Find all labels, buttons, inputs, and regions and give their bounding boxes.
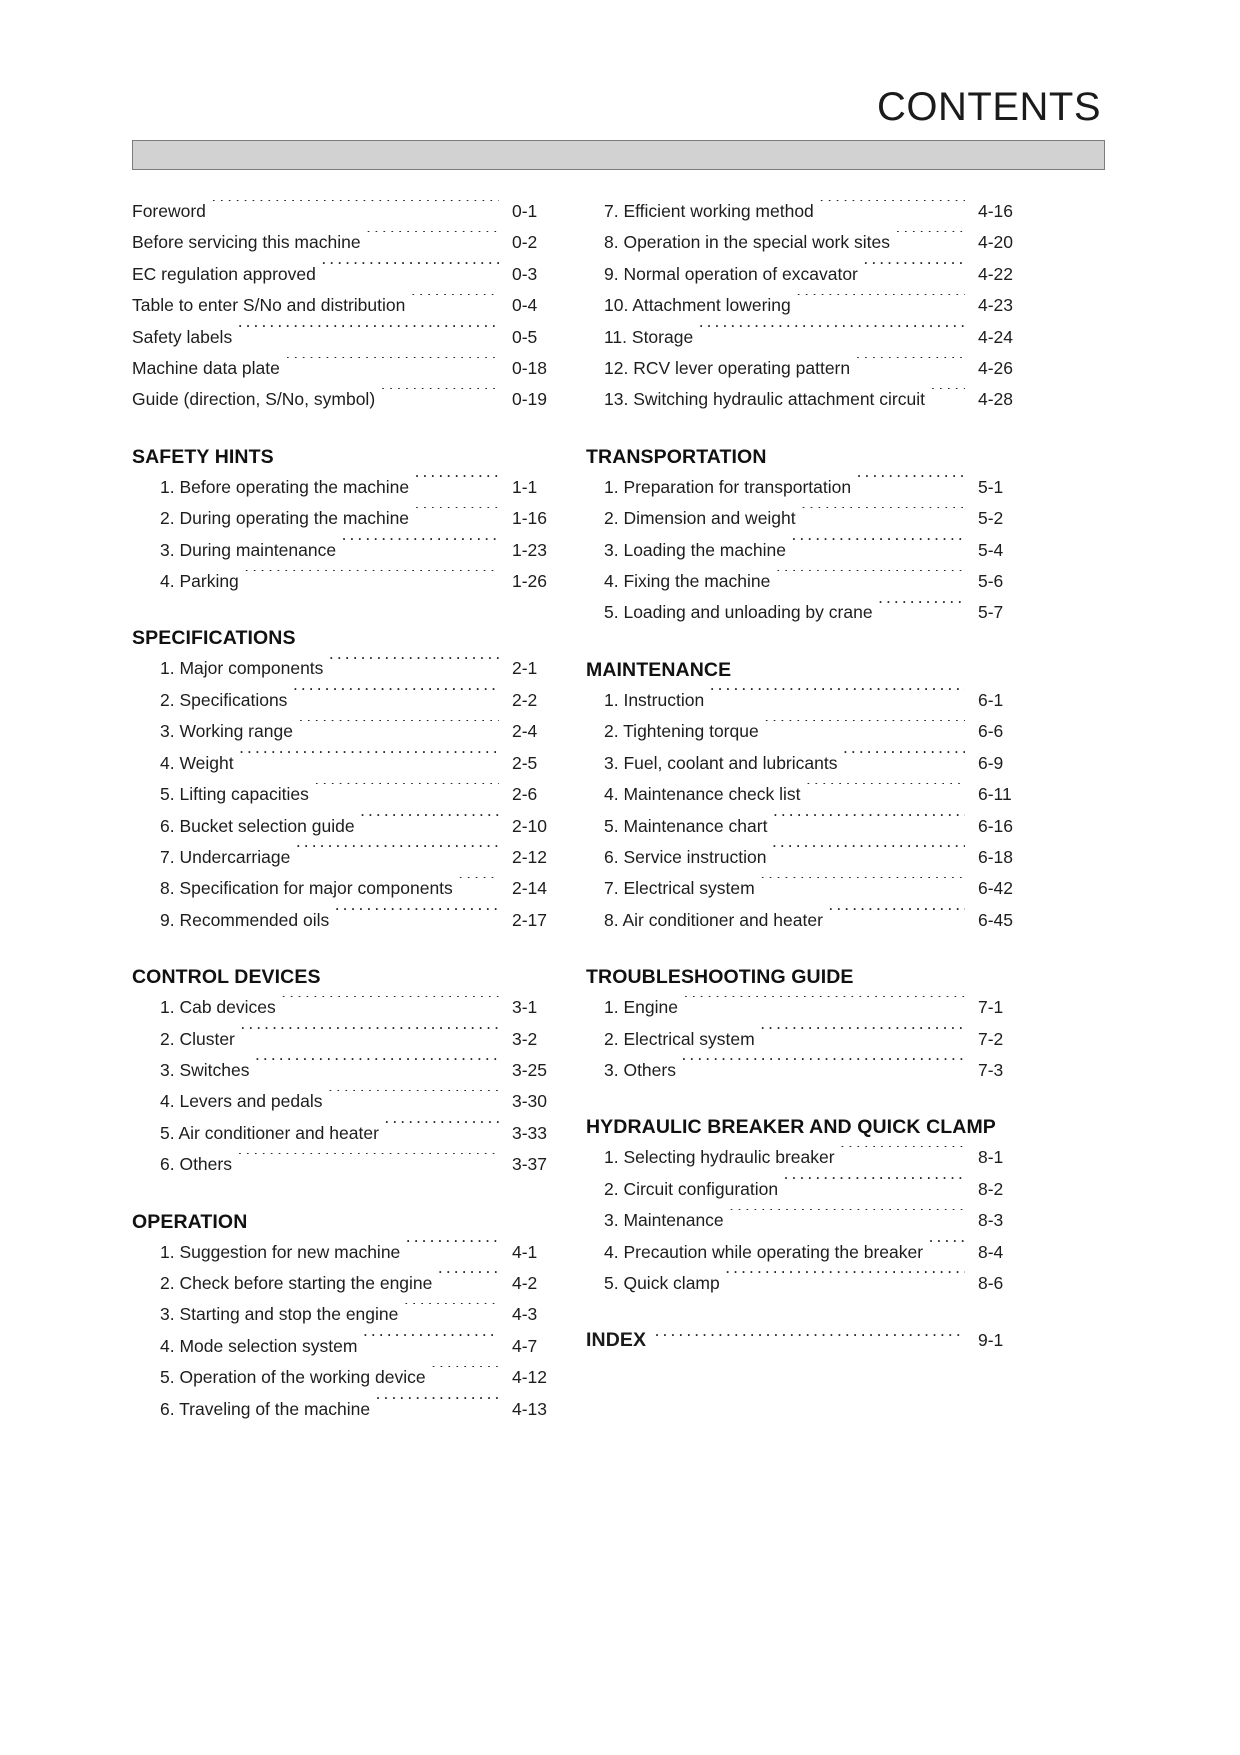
toc-leader-dots	[405, 1240, 499, 1258]
toc-entry-page-number: 7-1	[978, 997, 1004, 1018]
toc-entry[interactable]	[132, 905, 564, 936]
toc-entry[interactable]	[586, 566, 1034, 597]
toc-entry[interactable]	[586, 811, 1034, 842]
toc-leader-dots	[930, 388, 965, 406]
toc-leader-dots	[725, 1271, 965, 1289]
title-divider-bar	[132, 140, 1105, 170]
toc-entry[interactable]	[132, 1055, 564, 1086]
toc-entry[interactable]	[586, 748, 1034, 779]
toc-entry[interactable]	[132, 1149, 564, 1180]
toc-entry-label: 5. Maintenance chart	[604, 815, 768, 836]
toc-section-operation	[132, 1211, 564, 1425]
toc-entry-label: EC regulation approved	[132, 263, 316, 284]
toc-entry[interactable]	[132, 322, 564, 353]
toc-entry-page-number: 1-16	[512, 508, 548, 529]
toc-entry[interactable]	[586, 472, 1034, 503]
toc-leader-dots	[840, 1146, 965, 1164]
toc-entry[interactable]	[586, 1205, 1034, 1236]
toc-entry[interactable]	[132, 811, 564, 842]
toc-leader-dots	[240, 1027, 499, 1045]
toc-leader-dots	[341, 538, 499, 556]
toc-entry[interactable]	[132, 653, 564, 684]
toc-entry-label: 3. Maintenance	[604, 1210, 724, 1231]
toc-entry[interactable]	[132, 196, 564, 227]
toc-leader-dots	[709, 688, 965, 706]
toc-entry[interactable]	[586, 535, 1034, 566]
toc-entry-label: 5. Operation of the working device	[160, 1367, 426, 1388]
toc-entry-label: 6. Service instruction	[604, 846, 767, 867]
toc-leader-dots	[237, 1153, 499, 1171]
toc-entry-label: 7. Undercarriage	[160, 846, 291, 867]
toc-entry-page-number: 4-2	[512, 1272, 538, 1293]
toc-leader-dots	[771, 845, 965, 863]
toc-entry-page-number: 1-1	[512, 476, 538, 497]
toc-entry-label: 1. Cab devices	[160, 997, 276, 1018]
toc-entry-label: 11. Storage	[604, 326, 694, 347]
toc-entry-label: 12. RCV lever operating pattern	[604, 358, 851, 379]
toc-leader-dots	[855, 357, 965, 375]
toc-leader-dots	[458, 877, 499, 895]
toc-entry-label: 4. Maintenance check list	[604, 784, 801, 805]
toc-leader-dots	[239, 751, 499, 769]
toc-entry-label: 3. Fuel, coolant and lubricants	[604, 752, 838, 773]
toc-column-left	[132, 196, 564, 1425]
toc-entry-page-number: 1-23	[512, 539, 548, 560]
toc-entry-label: 5. Loading and unloading by crane	[604, 602, 873, 623]
toc-entry-label: 1. Suggestion for new machine	[160, 1241, 401, 1262]
toc-entry-page-number: 5-7	[978, 602, 1004, 623]
toc-leader-dots	[431, 1366, 499, 1384]
toc-entry-page-number: 2-4	[512, 721, 538, 742]
toc-entry-page-number: 0-19	[512, 389, 548, 410]
section-heading: SAFETY HINTS	[132, 445, 274, 468]
toc-leader-dots	[362, 1334, 499, 1352]
toc-entry-label: 1. Major components	[160, 658, 324, 679]
toc-section-specifications	[132, 627, 564, 936]
toc-entry-label: 2. Dimension and weight	[604, 508, 796, 529]
section-heading: HYDRAULIC BREAKER AND QUICK CLAMP	[586, 1116, 996, 1139]
toc-entry-label: 13. Switching hydraulic attachment circuit	[604, 389, 925, 410]
toc-entry-label: 2. Electrical system	[604, 1028, 755, 1049]
toc-entry-page-number: 5-6	[978, 571, 1004, 592]
toc-entry[interactable]	[132, 353, 564, 384]
toc-entry-label: 5. Lifting capacities	[160, 784, 309, 805]
toc-entry-page-number: 2-1	[512, 658, 538, 679]
toc-entry-page-number: 6-11	[978, 784, 1012, 805]
toc-entry[interactable]	[586, 992, 1034, 1023]
toc-entry-label: Guide (direction, S/No, symbol)	[132, 389, 376, 410]
toc-entry-label: 5. Quick clamp	[604, 1272, 720, 1293]
toc-entry[interactable]	[586, 1174, 1034, 1205]
toc-entry-label: 2. During operating the machine	[160, 508, 410, 529]
toc-entry-page-number: 0-4	[512, 295, 538, 316]
toc-entry-page-number: 4-12	[512, 1367, 548, 1388]
toc-entry[interactable]	[132, 290, 564, 321]
toc-section-troubleshooting-guide	[586, 966, 1034, 1086]
toc-entry[interactable]	[586, 597, 1034, 628]
toc-entry[interactable]	[586, 384, 1034, 415]
toc-entry-page-number: 2-14	[512, 878, 548, 899]
toc-leader-dots	[380, 388, 499, 406]
toc-entry-label: 3. During maintenance	[160, 539, 337, 560]
toc-entry-page-number: 2-17	[512, 909, 548, 930]
toc-entry-label: 4. Levers and pedals	[160, 1091, 323, 1112]
toc-leader-dots	[328, 657, 499, 675]
toc-leader-dots	[298, 720, 499, 738]
toc-entry-page-number: 4-1	[512, 1241, 538, 1262]
section-heading: CONTROL DEVICES	[132, 966, 321, 989]
toc-leader-dots	[801, 507, 965, 525]
toc-entry-page-number: 3-2	[512, 1028, 538, 1049]
toc-entry-page-number: 5-4	[978, 539, 1004, 560]
toc-leader-dots	[928, 1240, 965, 1258]
toc-leader-dots	[796, 294, 965, 312]
toc-leader-dots	[760, 1027, 965, 1045]
toc-entry[interactable]	[132, 1118, 564, 1149]
toc-entry-page-number: 2-10	[512, 815, 548, 836]
toc-entry-page-number: 4-13	[512, 1398, 548, 1419]
toc-entry-label: 2. Check before starting the engine	[160, 1272, 433, 1293]
toc-entry-label: 4. Fixing the machine	[604, 571, 771, 592]
toc-entry-label: Table to enter S/No and distribution	[132, 295, 406, 316]
toc-entry[interactable]	[132, 566, 564, 597]
toc-entry-label: 1. Engine	[604, 997, 678, 1018]
toc-section-transportation	[586, 446, 1034, 629]
toc-entry-label: 8. Operation in the special work sites	[604, 232, 890, 253]
toc-leader-dots	[403, 1303, 499, 1321]
toc-entry-page-number: 4-24	[978, 326, 1014, 347]
toc-entry-label: 1. Selecting hydraulic breaker	[604, 1147, 835, 1168]
toc-entry-label: 3. Loading the machine	[604, 539, 786, 560]
toc-entry-page-number: 4-23	[978, 295, 1014, 316]
toc-leader-dots	[772, 814, 965, 832]
toc-entry-page-number: 5-1	[978, 476, 1004, 497]
toc-entry-page-number: 3-33	[512, 1122, 548, 1143]
toc-entry-label: 6. Bucket selection guide	[160, 815, 355, 836]
toc-section-continued	[586, 196, 1034, 416]
toc-leader-dots	[681, 1058, 965, 1076]
toc-entry-label: 8. Specification for major components	[160, 878, 453, 899]
toc-entry-label: 2. Cluster	[160, 1028, 235, 1049]
toc-entry[interactable]	[586, 196, 1034, 227]
toc-leader-dots	[360, 814, 499, 832]
section-heading: OPERATION	[132, 1210, 248, 1233]
toc-leader-dots	[237, 325, 499, 343]
toc-entry-page-number: 8-2	[978, 1178, 1004, 1199]
toc-entry-page-number: 6-9	[978, 752, 1004, 773]
toc-leader-dots	[760, 877, 965, 895]
toc-entry-page-number: 3-37	[512, 1154, 548, 1175]
toc-entry-label: 6. Others	[160, 1154, 232, 1175]
toc-entry-label: 6. Traveling of the machine	[160, 1398, 371, 1419]
toc-entry-page-number: 8-6	[978, 1272, 1004, 1293]
toc-entry-label: 1. Preparation for transportation	[604, 476, 852, 497]
toc-entry[interactable]	[132, 779, 564, 810]
toc-entry-label: 3. Working range	[160, 721, 293, 742]
toc-leader-dots	[878, 601, 965, 619]
toc-leader-dots	[683, 996, 965, 1014]
toc-entry[interactable]	[132, 1394, 564, 1425]
toc-entry-label: 3. Switches	[160, 1059, 250, 1080]
toc-entry-page-number: 1-26	[512, 571, 548, 592]
toc-entry-label: 9. Recommended oils	[160, 909, 330, 930]
section-heading: TRANSPORTATION	[586, 445, 767, 468]
toc-entry-index[interactable]	[586, 1329, 1034, 1352]
toc-leader-dots	[327, 1090, 499, 1108]
toc-entry-label: 2. Circuit configuration	[604, 1178, 779, 1199]
toc-entry[interactable]	[132, 259, 564, 290]
toc-entry-page-number: 8-4	[978, 1241, 1004, 1262]
toc-entry[interactable]	[132, 1331, 564, 1362]
toc-leader-dots	[828, 908, 965, 926]
toc-entry[interactable]	[586, 1055, 1034, 1086]
toc-leader-dots	[819, 200, 965, 218]
toc-leader-dots	[764, 720, 965, 738]
toc-leader-dots	[334, 908, 499, 926]
toc-entry-page-number: 2-2	[512, 689, 538, 710]
toc-leader-dots	[698, 325, 965, 343]
toc-leader-dots	[729, 1209, 965, 1227]
toc-entry[interactable]	[132, 384, 564, 415]
toc-entry-label: Safety labels	[132, 326, 233, 347]
toc-entry[interactable]	[132, 227, 564, 258]
toc-entry-page-number: 2-6	[512, 784, 538, 805]
toc-entry-label: 2. Tightening torque	[604, 721, 759, 742]
toc-entry-label: 8. Air conditioner and heater	[604, 909, 823, 930]
toc-entry[interactable]	[132, 748, 564, 779]
section-heading: SPECIFICATIONS	[132, 627, 296, 650]
section-heading: TROUBLESHOOTING GUIDE	[586, 966, 854, 989]
toc-entry-page-number: 4-20	[978, 232, 1014, 253]
toc-entry[interactable]	[132, 685, 564, 716]
toc-entry[interactable]	[586, 290, 1034, 321]
toc-entry-page-number: 4-22	[978, 263, 1014, 284]
toc-entry-page-number: 4-26	[978, 358, 1014, 379]
toc-entry-page-number: 2-5	[512, 752, 538, 773]
toc-entry-label: INDEX	[586, 1329, 647, 1352]
toc-entry[interactable]	[586, 685, 1034, 716]
toc-entry-label: 3. Others	[604, 1059, 676, 1080]
toc-leader-dots	[842, 751, 965, 769]
toc-entry-page-number: 4-16	[978, 201, 1014, 221]
toc-leader-dots	[375, 1397, 499, 1415]
toc-leader-dots	[775, 570, 965, 588]
toc-entry-page-number: 3-30	[512, 1091, 548, 1112]
toc-entry-label: 3. Starting and stop the engine	[160, 1304, 399, 1325]
toc-entry[interactable]	[586, 259, 1034, 290]
toc-leader-dots	[211, 200, 499, 218]
toc-entry[interactable]	[586, 1237, 1034, 1268]
toc-entry-page-number: 9-1	[978, 1330, 1004, 1351]
toc-entry-page-number: 7-2	[978, 1028, 1004, 1049]
toc-entry[interactable]	[132, 1024, 564, 1055]
toc-entry-label: 7. Efficient working method	[604, 201, 814, 221]
toc-entry-page-number: 0-3	[512, 263, 538, 284]
toc-entry[interactable]	[132, 503, 564, 534]
toc-entry[interactable]	[132, 1268, 564, 1299]
toc-entry-page-number: 2-12	[512, 846, 548, 867]
toc-entry-label: 4. Parking	[160, 571, 239, 592]
toc-entry-page-number: 5-2	[978, 508, 1004, 529]
toc-entry-label: 4. Precaution while operating the breaker	[604, 1241, 924, 1262]
toc-entry-label: 5. Air conditioner and heater	[160, 1122, 379, 1143]
toc-entry-label: 1. Instruction	[604, 689, 705, 710]
toc-entry-page-number: 6-1	[978, 689, 1004, 710]
toc-section-safety-hints	[132, 446, 564, 598]
toc-entry[interactable]	[586, 1142, 1034, 1173]
toc-leader-dots	[806, 783, 966, 801]
toc-column-right	[586, 196, 1034, 1425]
toc-leader-dots	[414, 507, 499, 525]
toc-leader-dots	[791, 538, 965, 556]
toc-entry[interactable]	[586, 322, 1034, 353]
toc-entry-page-number: 3-25	[512, 1059, 548, 1080]
toc-entry-label: 2. Specifications	[160, 689, 288, 710]
toc-entry[interactable]	[586, 1268, 1034, 1299]
toc-entry-page-number: 6-42	[978, 878, 1014, 899]
toc-leader-dots	[863, 262, 965, 280]
toc-entry-label: 7. Electrical system	[604, 878, 755, 899]
toc-entry[interactable]	[132, 992, 564, 1023]
toc-entry[interactable]	[586, 716, 1034, 747]
toc-leader-dots	[783, 1177, 965, 1195]
toc-leader-dots	[437, 1271, 499, 1289]
toc-entry-label: Before servicing this machine	[132, 232, 361, 253]
toc-leader-dots	[295, 845, 499, 863]
toc-entry[interactable]	[132, 472, 564, 503]
toc-entry-page-number: 6-18	[978, 846, 1014, 867]
toc-leader-dots	[895, 231, 965, 249]
toc-leader-dots	[285, 357, 499, 375]
toc-entry-page-number: 7-3	[978, 1059, 1004, 1080]
toc-entry[interactable]	[586, 227, 1034, 258]
toc-entry-label: Machine data plate	[132, 358, 280, 379]
toc-entry[interactable]	[586, 503, 1034, 534]
section-heading: MAINTENANCE	[586, 658, 732, 681]
toc-leader-dots	[856, 475, 965, 493]
toc-columns	[132, 196, 1112, 1425]
toc-entry-page-number: 4-7	[512, 1335, 538, 1356]
toc-entry[interactable]	[586, 1024, 1034, 1055]
toc-section-control-devices	[132, 966, 564, 1180]
toc-leader-dots	[384, 1121, 499, 1139]
toc-entry-page-number: 0-18	[512, 358, 548, 379]
toc-entry[interactable]	[132, 1237, 564, 1268]
toc-entry-page-number: 6-6	[978, 721, 1004, 742]
toc-entry-page-number: 4-28	[978, 389, 1014, 410]
toc-leader-dots	[292, 688, 499, 706]
page-title: CONTENTS	[877, 85, 1101, 129]
toc-entry-page-number: 6-45	[978, 909, 1014, 930]
toc-section-maintenance	[586, 659, 1034, 936]
toc-leader-dots	[321, 262, 499, 280]
toc-entry-label: 4. Weight	[160, 752, 234, 773]
toc-leader-dots	[314, 783, 499, 801]
toc-entry-page-number: 0-1	[512, 201, 538, 221]
toc-entry-label: Foreword	[132, 201, 206, 221]
toc-entry-label: 4. Mode selection system	[160, 1335, 358, 1356]
toc-leader-dots	[366, 231, 499, 249]
toc-entry[interactable]	[586, 905, 1034, 936]
toc-entry-page-number: 0-5	[512, 326, 538, 347]
toc-leader-dots	[654, 1330, 965, 1346]
toc-entry[interactable]	[132, 873, 564, 904]
toc-entry-label: 1. Before operating the machine	[160, 476, 410, 497]
toc-entry[interactable]	[132, 1362, 564, 1393]
toc-entry[interactable]	[132, 535, 564, 566]
toc-entry[interactable]	[132, 1299, 564, 1330]
toc-entry[interactable]	[132, 716, 564, 747]
toc-leader-dots	[410, 294, 499, 312]
toc-entry[interactable]	[586, 873, 1034, 904]
toc-entry-label: 10. Attachment lowering	[604, 295, 791, 316]
toc-leader-dots	[281, 996, 499, 1014]
toc-entry[interactable]	[586, 353, 1034, 384]
toc-entry-page-number: 3-1	[512, 997, 538, 1018]
toc-entry-page-number: 8-3	[978, 1210, 1004, 1231]
toc-leader-dots	[244, 570, 499, 588]
toc-entry[interactable]	[132, 842, 564, 873]
page-header	[132, 84, 1105, 170]
toc-entry-label: 9. Normal operation of excavator	[604, 263, 858, 284]
toc-entry[interactable]	[586, 779, 1034, 810]
toc-section-continued	[132, 196, 564, 416]
toc-leader-dots	[254, 1058, 499, 1076]
toc-section-hydraulic-breaker-and-quick-clamp	[586, 1116, 1034, 1299]
toc-entry-page-number: 4-3	[512, 1304, 538, 1325]
toc-entry-page-number: 0-2	[512, 232, 538, 253]
toc-entry-page-number: 6-16	[978, 815, 1014, 836]
toc-leader-dots	[414, 475, 499, 493]
toc-entry[interactable]	[586, 842, 1034, 873]
toc-entry-page-number: 8-1	[978, 1147, 1004, 1168]
toc-entry[interactable]	[132, 1086, 564, 1117]
